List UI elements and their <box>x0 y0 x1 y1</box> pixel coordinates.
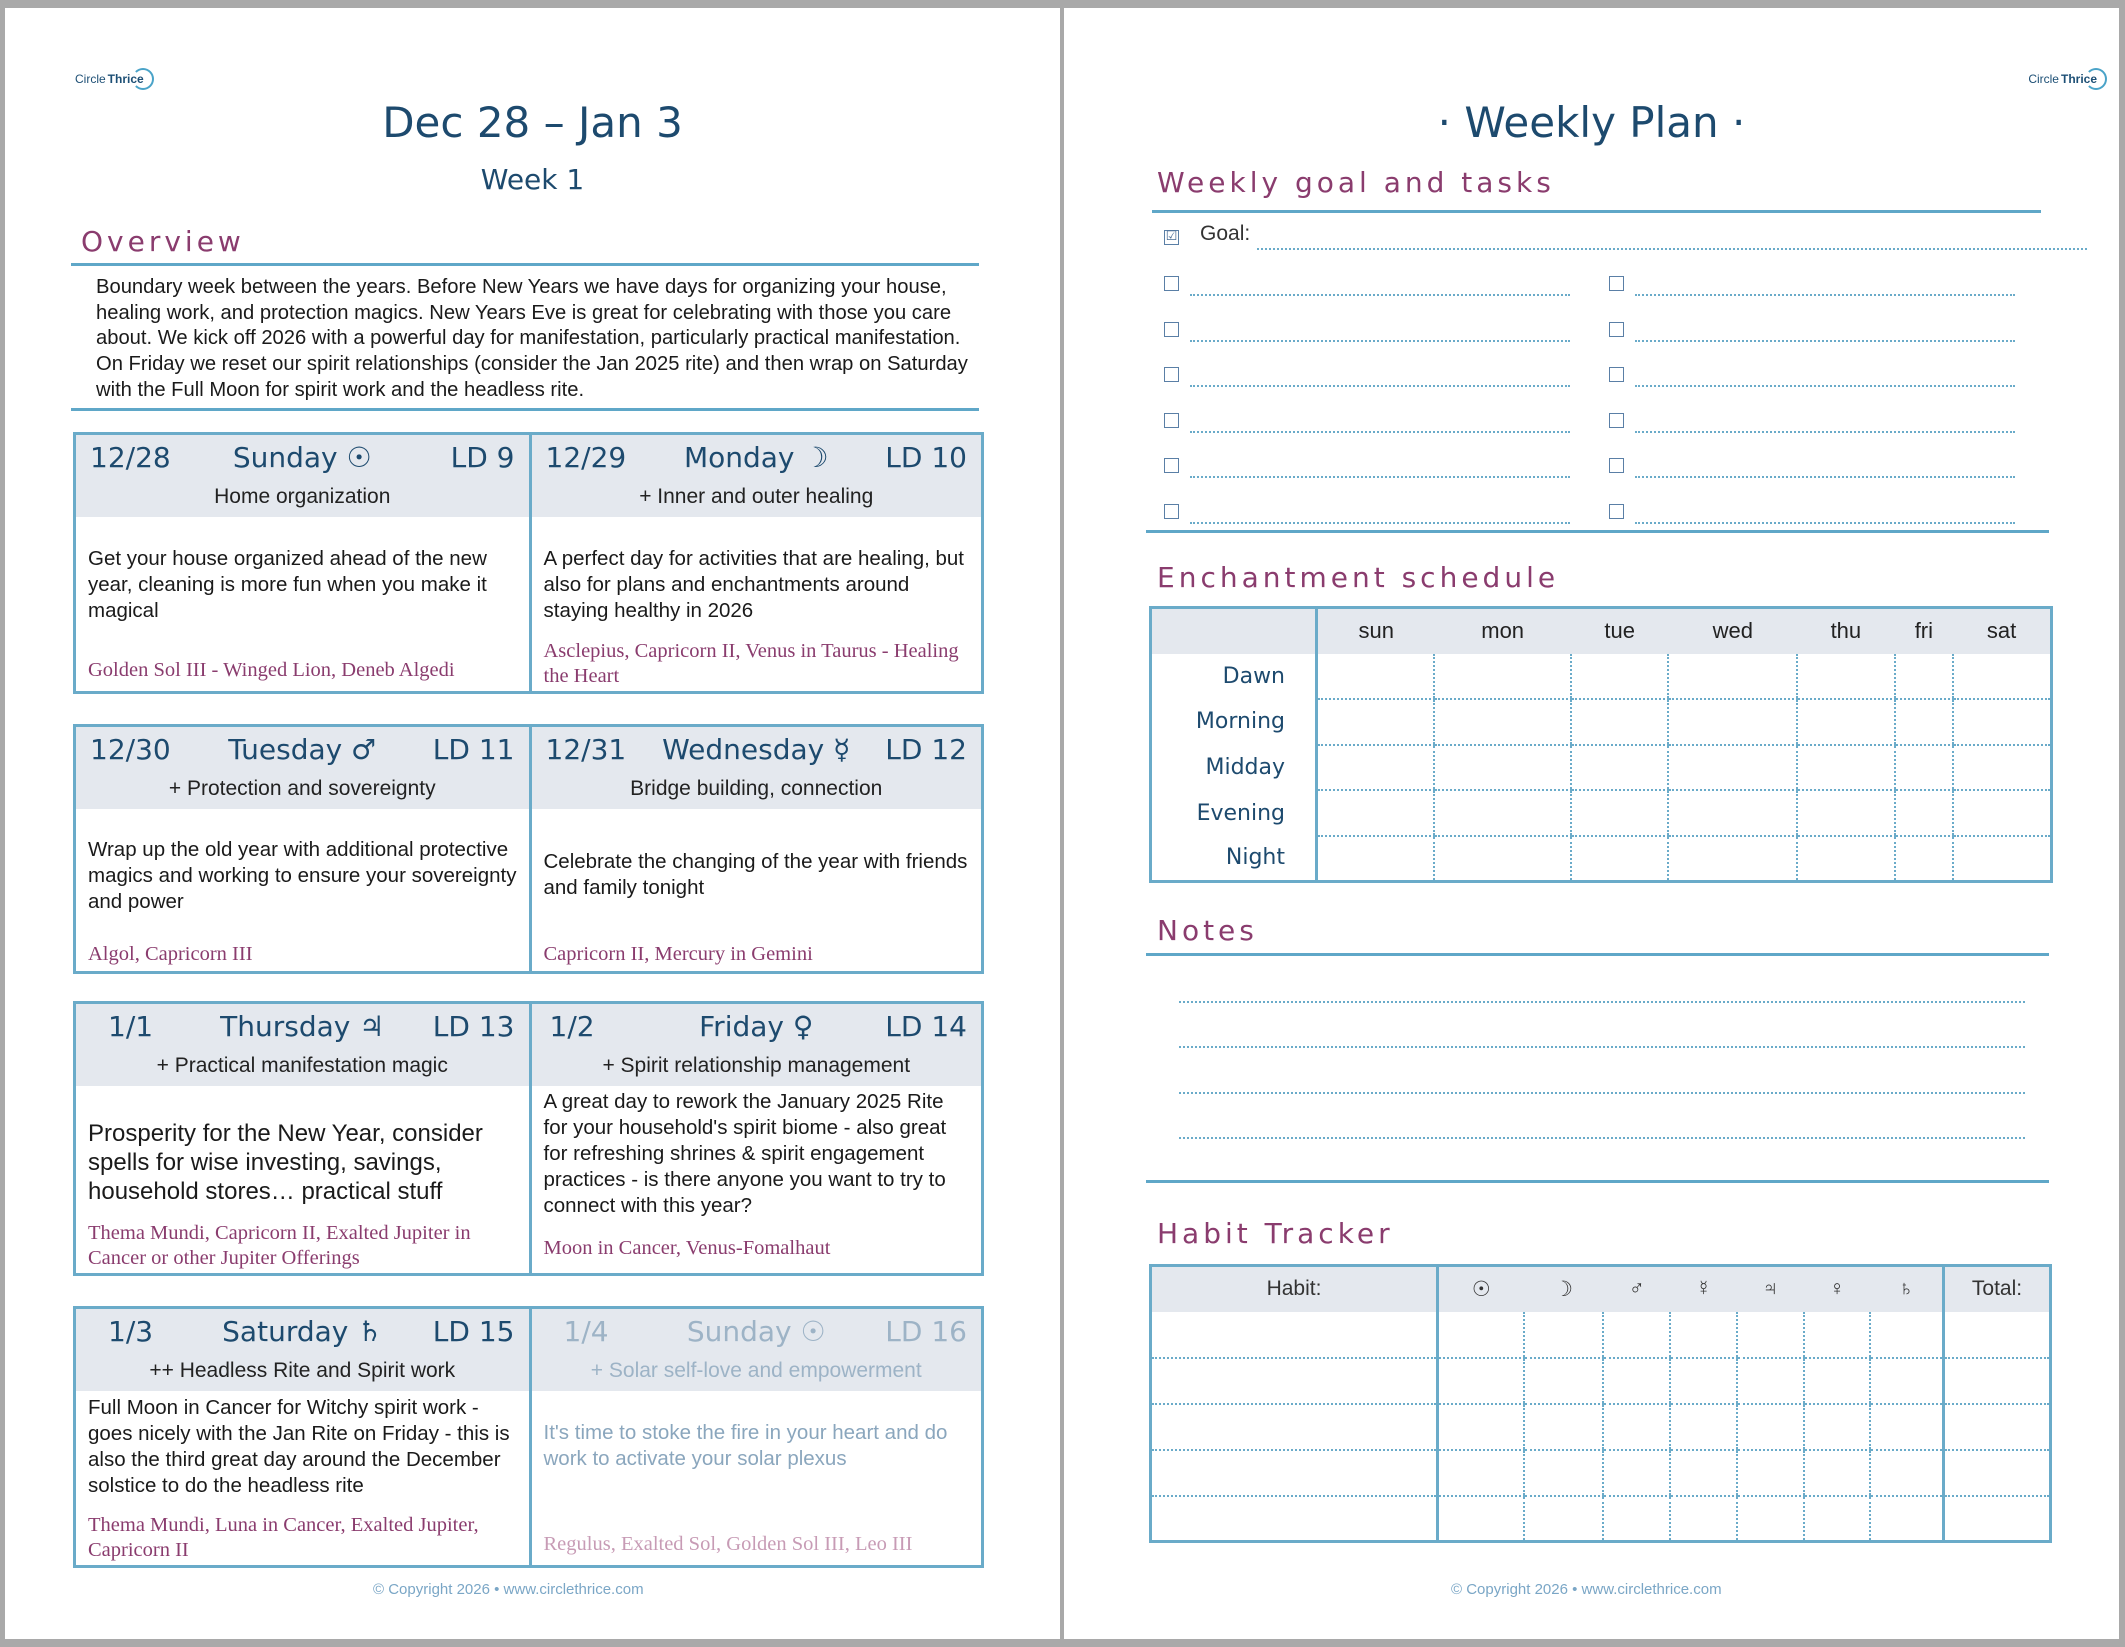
schedule-cell[interactable] <box>1953 790 2051 836</box>
task-checkbox[interactable] <box>1609 413 1624 428</box>
schedule-cell[interactable] <box>1317 654 1435 700</box>
right-page <box>1064 8 2119 1639</box>
overview-bottom-rule <box>71 408 979 411</box>
schedule-cell[interactable] <box>1571 836 1669 882</box>
task-row <box>1609 454 2029 486</box>
schedule-cell[interactable] <box>1668 790 1797 836</box>
task-row <box>1609 409 2029 441</box>
schedule-slot-label: Morning <box>1151 699 1317 745</box>
task-row <box>1609 500 2029 532</box>
habit-day-cell[interactable] <box>1438 1404 1524 1450</box>
schedule-cell[interactable] <box>1953 836 2051 882</box>
day-references: Capricorn II, Mercury in Gemini <box>543 943 813 965</box>
day-description: Prosperity for the New Year, consider spells for wise investing, savings, household stores… practical stuff <box>88 1120 483 1205</box>
day-cell-12-28 <box>76 435 529 691</box>
habit-day-cell[interactable] <box>1804 1312 1871 1358</box>
day-lunar-day: LD 10 <box>885 441 967 474</box>
schedule-cell[interactable] <box>1953 654 2051 700</box>
schedule-slot-label: Dawn <box>1151 654 1317 700</box>
habit-day-cell[interactable] <box>1603 1358 1670 1404</box>
habit-day-cell[interactable] <box>1870 1450 1943 1496</box>
task-checkbox[interactable] <box>1164 413 1179 428</box>
goals-heading: Weekly goal and tasks <box>1157 166 1555 199</box>
day-description: Celebrate the changing of the year with friends and family tonight <box>543 850 968 899</box>
copyright-footer: © Copyright 2026 • www.circlethrice.com <box>1451 1581 1722 1598</box>
schedule-day-header: fri <box>1895 608 1953 654</box>
logo-word-circle: Circle <box>75 72 106 86</box>
task-line[interactable] <box>1190 522 1570 524</box>
task-row <box>1609 318 2029 350</box>
habit-name-cell[interactable] <box>1151 1450 1438 1496</box>
schedule-cell[interactable] <box>1571 790 1669 836</box>
goals-bottom-rule <box>1146 530 2049 533</box>
task-checkbox[interactable] <box>1609 458 1624 473</box>
habit-day-cell[interactable] <box>1737 1404 1804 1450</box>
day-references: Algol, Capricorn III <box>88 943 253 965</box>
schedule-cell[interactable] <box>1317 745 1435 791</box>
task-line[interactable] <box>1190 385 1570 387</box>
planet-saturn-icon: ♄ <box>1870 1266 1943 1312</box>
day-date: 1/3 <box>108 1315 154 1348</box>
overview-heading: Overview <box>81 225 245 258</box>
schedule-cell[interactable] <box>1895 836 1953 882</box>
day-cell-1-4 <box>529 1309 982 1565</box>
task-row <box>1164 454 1584 486</box>
habit-day-cell[interactable] <box>1804 1450 1871 1496</box>
day-header <box>532 435 982 517</box>
habit-day-cell[interactable] <box>1524 1496 1604 1542</box>
day-header <box>76 727 529 809</box>
day-theme: + Inner and outer healing <box>639 485 874 508</box>
habit-day-cell[interactable] <box>1870 1496 1943 1542</box>
notes-top-rule <box>1146 953 2049 956</box>
notes-bottom-rule <box>1146 1180 2049 1183</box>
habit-total-cell[interactable] <box>1944 1496 2051 1542</box>
habit-name-cell[interactable] <box>1151 1496 1438 1542</box>
schedule-cell[interactable] <box>1953 699 2051 745</box>
habit-day-cell[interactable] <box>1524 1404 1604 1450</box>
day-theme: + Spirit relationship management <box>602 1054 911 1077</box>
habit-day-cell[interactable] <box>1438 1496 1524 1542</box>
day-description: A great day to rework the January 2025 Rite for your household's spirit biome - also great for refreshing shrines & spirit engagement practices - is there anyone you want to try to connect with this year? <box>543 1090 947 1217</box>
task-checkbox[interactable] <box>1609 276 1624 291</box>
task-line[interactable] <box>1190 431 1570 433</box>
task-row <box>1164 363 1584 395</box>
day-cell-12-31 <box>529 727 982 971</box>
day-name: Saturday ♄ <box>222 1315 383 1348</box>
schedule-cell[interactable] <box>1571 699 1669 745</box>
day-lunar-day: LD 12 <box>885 733 967 766</box>
schedule-row <box>1151 790 2052 836</box>
schedule-cell[interactable] <box>1317 836 1435 882</box>
day-name: Sunday ☉ <box>686 1315 826 1348</box>
schedule-cell[interactable] <box>1668 654 1797 700</box>
habit-day-cell[interactable] <box>1870 1358 1943 1404</box>
habit-total-cell[interactable] <box>1944 1450 2051 1496</box>
schedule-cell[interactable] <box>1797 836 1895 882</box>
day-references: Moon in Cancer, Venus-Fomalhaut <box>543 1237 831 1259</box>
schedule-cell[interactable] <box>1434 654 1570 700</box>
day-header <box>76 1004 529 1086</box>
habit-day-cell[interactable] <box>1737 1358 1804 1404</box>
day-cell-1-2 <box>529 1004 982 1273</box>
day-header <box>76 1309 529 1391</box>
planet-sun-icon: ☉ <box>1438 1266 1524 1312</box>
habit-day-cell[interactable] <box>1438 1358 1524 1404</box>
planet-moon-icon: ☽ <box>1524 1266 1604 1312</box>
day-header <box>532 1004 982 1086</box>
habit-row <box>1151 1450 2051 1496</box>
task-row <box>1609 363 2029 395</box>
schedule-cell[interactable] <box>1895 790 1953 836</box>
schedule-cell[interactable] <box>1434 790 1570 836</box>
task-line[interactable] <box>1190 294 1570 296</box>
task-checkbox[interactable] <box>1164 276 1179 291</box>
habit-name-cell[interactable] <box>1151 1312 1438 1358</box>
habit-day-cell[interactable] <box>1438 1450 1524 1496</box>
schedule-day-header: mon <box>1434 608 1570 654</box>
day-theme: Bridge building, connection <box>630 777 883 800</box>
goals-top-rule <box>1152 210 2041 213</box>
habit-day-cell[interactable] <box>1804 1358 1871 1404</box>
habit-day-cell[interactable] <box>1670 1496 1737 1542</box>
schedule-row <box>1151 745 2052 791</box>
goal-row <box>1164 222 2044 258</box>
day-references: Regulus, Exalted Sol, Golden Sol III, Leo III <box>543 1533 913 1555</box>
habit-day-cell[interactable] <box>1804 1404 1871 1450</box>
habit-day-cell[interactable] <box>1524 1312 1604 1358</box>
schedule-row <box>1151 699 2052 745</box>
task-line[interactable] <box>1190 340 1570 342</box>
overview-top-rule <box>71 263 979 266</box>
habit-day-cell[interactable] <box>1524 1450 1604 1496</box>
goal-checkbox[interactable]: ☑ <box>1165 229 1178 244</box>
overview-text: Boundary week between the years. Before New Years we have days for organizing your house, healing work, and protection magics. New Years Eve is great for celebrating with those you care about. We kick off 2026 with a powerful day for manifestation, particularly practical manifestation. On Friday we reset our spirit relationships (consider the Jan 2025 rite) and then wrap on Saturday with the Full Moon for spirit work and the headless rite. <box>96 276 968 401</box>
day-theme: ++ Headless Rite and Spirit work <box>149 1359 456 1382</box>
schedule-cell[interactable] <box>1668 836 1797 882</box>
day-header <box>532 1309 982 1391</box>
task-row <box>1609 272 2029 304</box>
day-date: 12/31 <box>545 733 627 766</box>
day-name: Wednesday ☿ <box>662 733 851 766</box>
day-lunar-day: LD 15 <box>432 1315 515 1348</box>
logo <box>2028 68 2107 90</box>
habit-header-row <box>1151 1266 2051 1312</box>
schedule-row <box>1151 836 2052 882</box>
task-line[interactable] <box>1635 476 2015 478</box>
schedule-cell[interactable] <box>1895 745 1953 791</box>
habit-name-cell[interactable] <box>1151 1404 1438 1450</box>
day-name: Sunday ☉ <box>232 441 372 474</box>
task-line[interactable] <box>1635 294 2015 296</box>
goal-label: Goal: <box>1200 222 1251 245</box>
habit-row <box>1151 1358 2051 1404</box>
task-line[interactable] <box>1635 385 2015 387</box>
habit-total-cell[interactable] <box>1944 1312 2051 1358</box>
left-page <box>5 8 1060 1639</box>
goal-line[interactable] <box>1257 248 2087 250</box>
day-name: Tuesday ♂ <box>228 733 377 766</box>
day-cell-12-30 <box>76 727 529 971</box>
habit-day-cell[interactable] <box>1438 1312 1524 1358</box>
task-row <box>1164 272 1584 304</box>
habit-day-cell[interactable] <box>1804 1496 1871 1542</box>
day-theme: + Solar self-love and empowerment <box>590 1359 922 1382</box>
logo-ring-icon <box>2085 68 2107 90</box>
day-row-2 <box>73 724 984 974</box>
schedule-cell[interactable] <box>1434 836 1570 882</box>
logo-word-thrice: Thrice <box>2060 72 2097 86</box>
habit-total-cell[interactable] <box>1944 1358 2051 1404</box>
weekly-plan-title: · Weekly Plan · <box>1437 98 1746 147</box>
day-date: 12/29 <box>545 441 627 474</box>
day-theme: Home organization <box>214 485 391 508</box>
schedule-cell[interactable] <box>1797 654 1895 700</box>
day-references: Thema Mundi, Capricorn II, Exalted Jupiter in Cancer or other Jupiter Offerings <box>88 1222 471 1269</box>
schedule-slot-label: Midday <box>1151 745 1317 791</box>
day-lunar-day: LD 13 <box>432 1010 515 1043</box>
day-date: 12/30 <box>90 733 171 766</box>
habit-day-cell[interactable] <box>1670 1358 1737 1404</box>
day-date: 1/1 <box>108 1010 154 1043</box>
day-name: Friday ♀ <box>699 1010 814 1043</box>
schedule-cell[interactable] <box>1571 745 1669 791</box>
schedule-cell[interactable] <box>1317 699 1435 745</box>
day-header <box>532 727 982 809</box>
task-checkbox[interactable] <box>1164 367 1179 382</box>
note-line[interactable] <box>1179 1137 2025 1139</box>
day-cell-1-1 <box>76 1004 529 1273</box>
schedule-day-header: wed <box>1668 608 1797 654</box>
schedule-slot-label: Night <box>1151 836 1317 882</box>
day-lunar-day: LD 14 <box>885 1010 967 1043</box>
logo-word-circle: Circle <box>2028 72 2059 86</box>
schedule-day-header: sun <box>1317 608 1435 654</box>
day-date: 1/2 <box>549 1010 595 1043</box>
task-row <box>1164 500 1584 532</box>
schedule-cell[interactable] <box>1668 745 1797 791</box>
day-references: Asclepius, Capricorn II, Venus in Taurus - Healing the Heart <box>543 640 959 687</box>
habit-name-cell[interactable] <box>1151 1358 1438 1404</box>
task-checkbox[interactable] <box>1164 458 1179 473</box>
notes-heading: Notes <box>1157 914 1258 947</box>
day-lunar-day: LD 16 <box>885 1315 967 1348</box>
day-row-1 <box>73 432 984 694</box>
schedule-day-header: tue <box>1571 608 1669 654</box>
habit-day-cell[interactable] <box>1737 1496 1804 1542</box>
task-checkbox[interactable] <box>1609 322 1624 337</box>
schedule-header-row <box>1151 608 2052 654</box>
planet-jupiter-icon: ♃ <box>1737 1266 1804 1312</box>
habit-day-cell[interactable] <box>1603 1450 1670 1496</box>
habit-day-cell[interactable] <box>1670 1312 1737 1358</box>
schedule-cell[interactable] <box>1797 790 1895 836</box>
habit-day-cell[interactable] <box>1670 1450 1737 1496</box>
habit-day-cell[interactable] <box>1603 1496 1670 1542</box>
habit-day-cell[interactable] <box>1737 1312 1804 1358</box>
habit-day-cell[interactable] <box>1870 1404 1943 1450</box>
day-references: Golden Sol III - Winged Lion, Deneb Algedi <box>88 659 455 681</box>
schedule-cell[interactable] <box>1434 745 1570 791</box>
day-date: 1/4 <box>563 1315 609 1348</box>
schedule-cell[interactable] <box>1797 699 1895 745</box>
task-checkbox[interactable] <box>1609 367 1624 382</box>
schedule-heading: Enchantment schedule <box>1157 561 1560 594</box>
day-header <box>76 435 529 517</box>
schedule-cell[interactable] <box>1434 699 1570 745</box>
logo <box>75 68 154 90</box>
schedule-cell[interactable] <box>1668 699 1797 745</box>
schedule-cell[interactable] <box>1797 745 1895 791</box>
habit-day-cell[interactable] <box>1524 1358 1604 1404</box>
logo-ring-icon <box>132 68 154 90</box>
habit-total-cell[interactable] <box>1944 1404 2051 1450</box>
schedule-cell[interactable] <box>1895 699 1953 745</box>
day-description: It's time to stoke the fire in your heart and do work to activate your solar plexus <box>543 1421 948 1470</box>
habit-tracker-table <box>1149 1264 2052 1543</box>
habit-row <box>1151 1312 2051 1358</box>
day-description: A perfect day for activities that are healing, but also for plans and enchantments around staying healthy in 2026 <box>543 547 964 622</box>
task-checkbox[interactable] <box>1164 322 1179 337</box>
habit-day-cell[interactable] <box>1670 1404 1737 1450</box>
day-date: 12/28 <box>90 441 171 474</box>
planet-mercury-icon: ☿ <box>1670 1266 1737 1312</box>
task-checkbox[interactable] <box>1609 504 1624 519</box>
page-title: Dec 28 – Jan 3 <box>382 98 683 147</box>
schedule-day-header: thu <box>1797 608 1895 654</box>
task-line[interactable] <box>1190 476 1570 478</box>
day-description: Get your house organized ahead of the new year, cleaning is more fun when you make it magical <box>88 547 487 622</box>
day-name: Thursday ♃ <box>220 1010 385 1043</box>
day-description: Full Moon in Cancer for Witchy spirit work - goes nicely with the Jan Rite on Friday - this is also the third great day around the December solstice to do the headless rite <box>88 1396 510 1497</box>
note-line[interactable] <box>1179 1001 2025 1003</box>
task-row <box>1164 409 1584 441</box>
note-line[interactable] <box>1179 1046 2025 1048</box>
schedule-cell[interactable] <box>1953 745 2051 791</box>
day-lunar-day: LD 11 <box>432 733 515 766</box>
enchantment-schedule-table <box>1149 606 2053 883</box>
habit-day-cell[interactable] <box>1603 1312 1670 1358</box>
day-name: Monday ☽ <box>683 441 829 474</box>
habit-day-cell[interactable] <box>1603 1404 1670 1450</box>
day-theme: + Protection and sovereignty <box>168 777 436 800</box>
day-row-4 <box>73 1306 984 1568</box>
task-line[interactable] <box>1635 431 2015 433</box>
day-theme: + Practical manifestation magic <box>156 1054 448 1077</box>
task-row <box>1164 318 1584 350</box>
day-cell-12-29 <box>529 435 982 691</box>
habit-heading: Habit Tracker <box>1157 1217 1394 1250</box>
habit-row <box>1151 1496 2051 1542</box>
task-line[interactable] <box>1635 522 2015 524</box>
habit-row <box>1151 1404 2051 1450</box>
schedule-day-header: sat <box>1953 608 2051 654</box>
day-description: Wrap up the old year with additional protective magics and working to ensure your sovereignty and power <box>88 838 517 913</box>
logo-word-thrice: Thrice <box>107 72 144 86</box>
day-lunar-day: LD 9 <box>450 441 515 474</box>
planet-mars-icon: ♂ <box>1603 1266 1670 1312</box>
planet-venus-icon: ♀ <box>1804 1266 1871 1312</box>
schedule-row <box>1151 654 2052 700</box>
habit-label: Habit: <box>1151 1266 1438 1312</box>
copyright-footer: © Copyright 2026 • www.circlethrice.com <box>373 1581 644 1598</box>
habit-day-cell[interactable] <box>1737 1450 1804 1496</box>
habit-total-label: Total: <box>1944 1266 2051 1312</box>
schedule-corner <box>1151 608 1317 654</box>
day-row-3 <box>73 1001 984 1276</box>
week-subtitle: Week 1 <box>480 163 585 196</box>
day-references: Thema Mundi, Luna in Cancer, Exalted Jupiter, Capricorn II <box>88 1514 479 1561</box>
day-cell-1-3 <box>76 1309 529 1565</box>
schedule-slot-label: Evening <box>1151 790 1317 836</box>
schedule-cell[interactable] <box>1895 654 1953 700</box>
note-line[interactable] <box>1179 1092 2025 1094</box>
schedule-cell[interactable] <box>1317 790 1435 836</box>
habit-day-cell[interactable] <box>1870 1312 1943 1358</box>
task-checkbox[interactable] <box>1164 504 1179 519</box>
schedule-cell[interactable] <box>1571 654 1669 700</box>
task-line[interactable] <box>1635 340 2015 342</box>
